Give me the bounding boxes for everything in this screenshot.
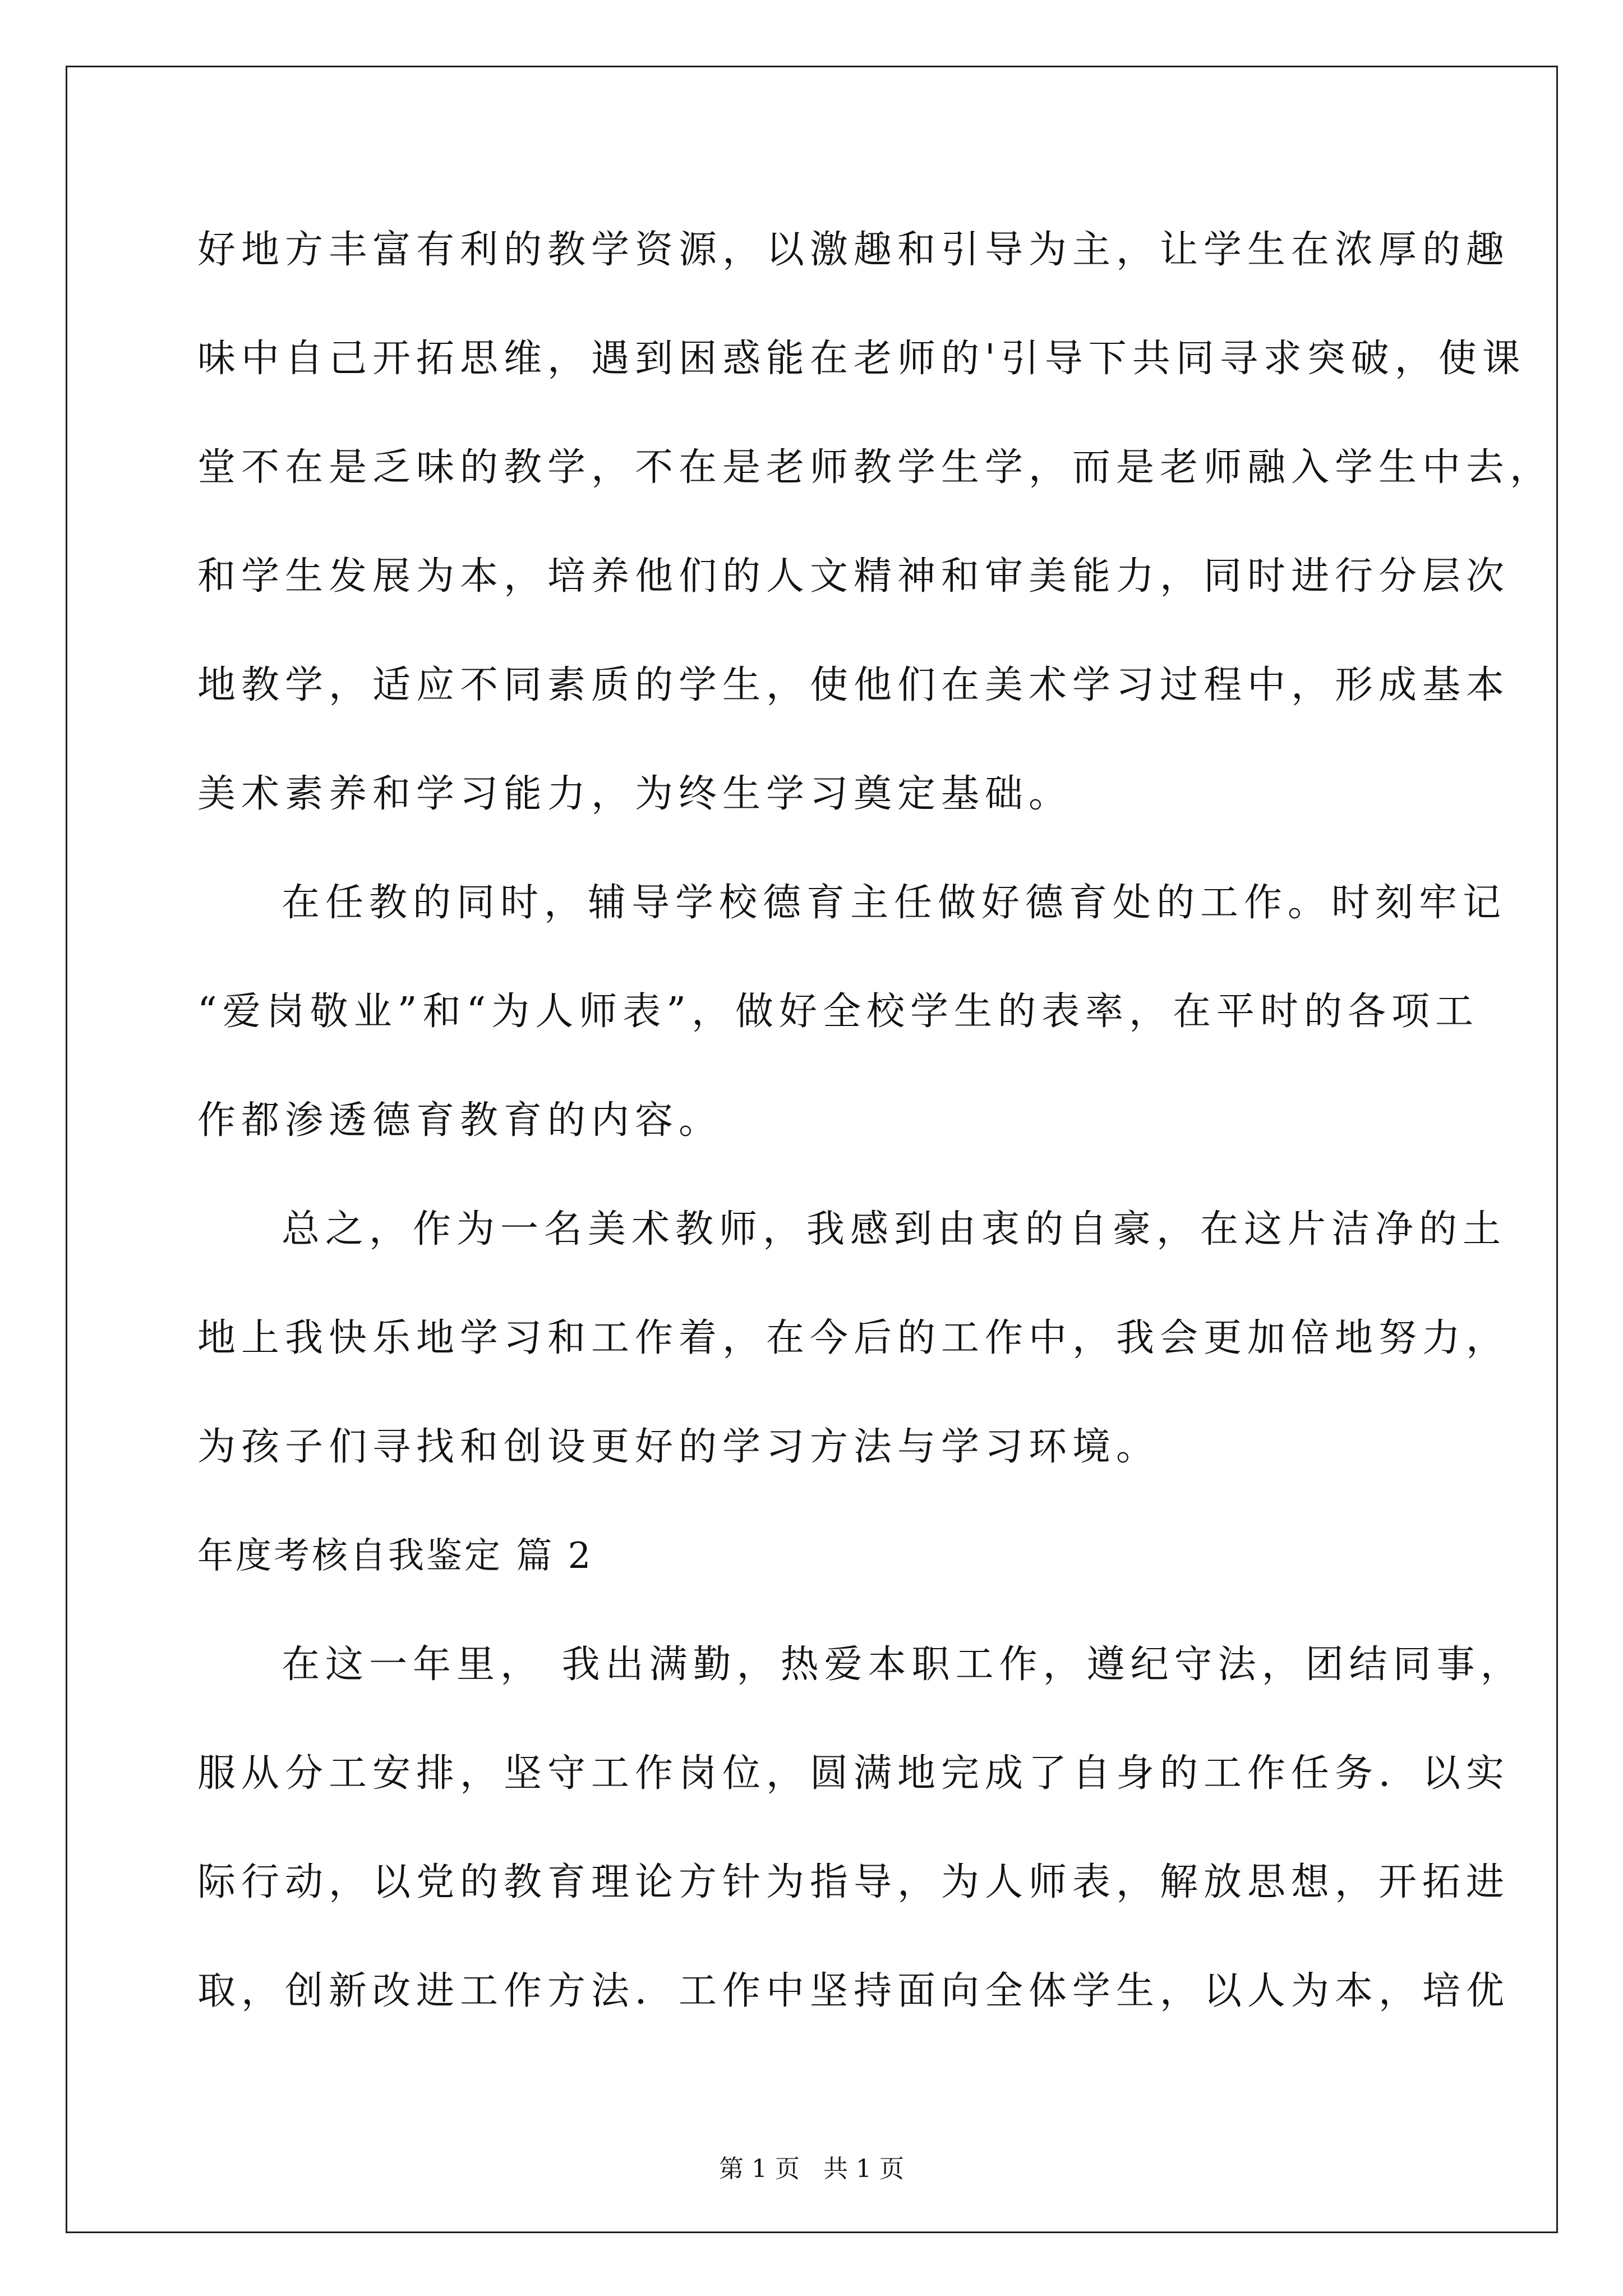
paragraph-line: 际行动，以党的教育理论方针为指导，为人师表，解放思想，开拓进 — [197, 1860, 1510, 1904]
paragraph-line: 在任教的同时，辅导学校德育主任做好德育处的工作。时刻牢记 — [282, 881, 1507, 925]
paragraph-line: 味中自己开拓思维，遇到困惑能在老师的'引导下共同寻求突破，使课 — [197, 337, 1526, 381]
section-heading: 年度考核自我鉴定 篇 2 — [197, 1535, 593, 1577]
document-body — [197, 219, 1554, 2069]
paragraph-line: 好地方丰富有利的教学资源，以激趣和引导为主，让学生在浓厚的趣 — [197, 228, 1510, 272]
paragraph-line: 堂不在是乏味的教学，不在是老师教学生学，而是老师融入学生中去， — [197, 445, 1554, 490]
paragraph-line: 服从分工安排，坚守工作岗位，圆满地完成了自身的工作任务．以实 — [197, 1751, 1510, 1796]
paragraph-line: 取，创新改进工作方法．工作中坚持面向全体学生，以人为本，培优 — [197, 1969, 1510, 2013]
page-footer: 第 1 页 共 1 页 — [719, 2155, 904, 2183]
paragraph-line: 在这一年里， 我出满勤，热爱本职工作，遵纪守法，团结同事， — [282, 1642, 1524, 1687]
paragraph-line: 地上我快乐地学习和工作着，在今后的工作中，我会更加倍地努力， — [197, 1316, 1510, 1360]
paragraph-line: 为孩子们寻找和创设更好的学习方法与学习环境。 — [197, 1425, 1160, 1469]
paragraph-line: “爱岗敬业”和“为人师表”，做好全校学生的表率，在平时的各项工 — [197, 990, 1479, 1034]
paragraph-line: 和学生发展为本，培养他们的人文精神和审美能力，同时进行分层次 — [197, 554, 1510, 599]
paragraph-line: 美术素养和学习能力，为终生学习奠定基础。 — [197, 772, 1073, 816]
paragraph-line: 作都渗透德育教育的内容。 — [197, 1098, 723, 1143]
paragraph-line: 地教学，适应不同素质的学生，使他们在美术学习过程中，形成基本 — [197, 663, 1510, 707]
paragraph-line: 总之，作为一名美术教师，我感到由衷的自豪，在这片洁净的土 — [282, 1207, 1507, 1251]
